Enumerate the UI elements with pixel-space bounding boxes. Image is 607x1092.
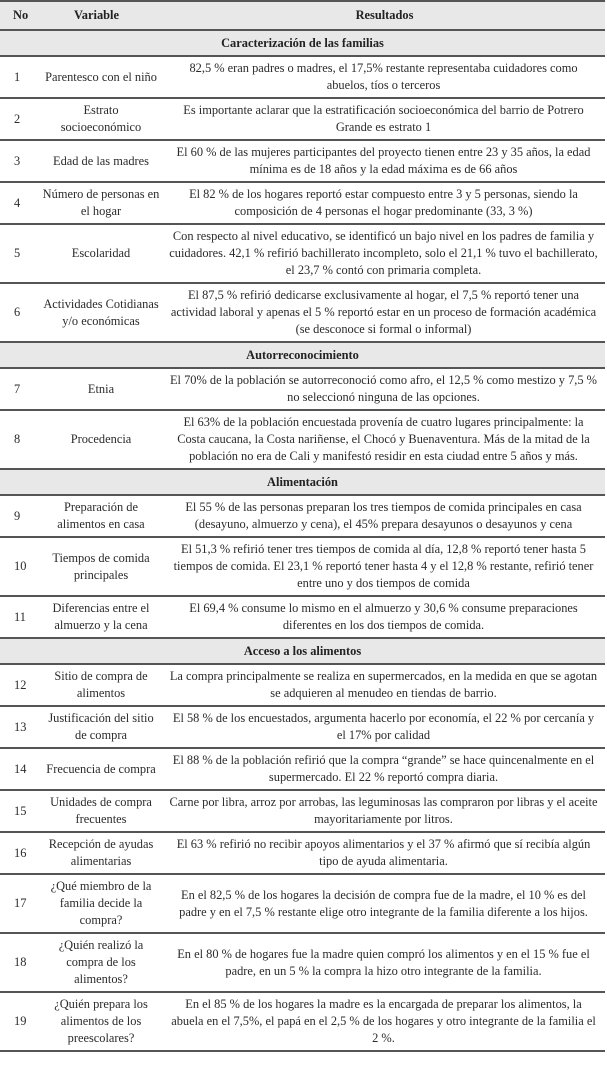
section-title: Autorreconocimiento (0, 342, 605, 368)
row-number: 2 (0, 98, 38, 140)
table-row (0, 706, 605, 748)
table-row (0, 933, 605, 992)
row-result: 82,5 % eran padres o madres, el 17,5% restante representaba cuidadores como abuelos, tíos o terceros (164, 56, 605, 98)
row-variable: Número de personas en el hogar (38, 182, 164, 224)
table-row (0, 992, 605, 1051)
row-number: 18 (0, 933, 38, 992)
table-row (0, 283, 605, 342)
header-no: No (0, 1, 38, 30)
row-number: 8 (0, 410, 38, 469)
row-number: 17 (0, 874, 38, 933)
header-results: Resultados (164, 1, 605, 30)
row-result: El 51,3 % refirió tener tres tiempos de comida al día, 12,8 % reportó tener hasta 5 tiempos de comida. El 23,1 % reportó tener hasta 4 y el 12,8 % restante, refirió tener entre uno y dos tiempos de comida (164, 537, 605, 596)
table-row (0, 56, 605, 98)
table-row (0, 790, 605, 832)
row-variable: Escolaridad (38, 224, 164, 283)
row-variable: Etnia (38, 368, 164, 410)
row-result: El 88 % de la población refirió que la compra “grande” se hace quincenalmente en el supermercado. El 22 % reportó compra diaria. (164, 748, 605, 790)
row-number: 19 (0, 992, 38, 1051)
row-variable: Tiempos de comida principales (38, 537, 164, 596)
row-variable: Recepción de ayudas alimentarias (38, 832, 164, 874)
row-variable: ¿Qué miembro de la familia decide la compra? (38, 874, 164, 933)
row-result: En el 80 % de hogares fue la madre quien compró los alimentos y en el 15 % fue el padre, en un 5 % la compra la hizo otro integrante de la familia. (164, 933, 605, 992)
section-header-row (0, 469, 605, 495)
row-variable: Unidades de compra frecuentes (38, 790, 164, 832)
table-row (0, 98, 605, 140)
table-row (0, 410, 605, 469)
row-variable: ¿Quién prepara los alimentos de los preescolares? (38, 992, 164, 1051)
row-number: 15 (0, 790, 38, 832)
row-number: 4 (0, 182, 38, 224)
row-variable: Procedencia (38, 410, 164, 469)
row-variable: Parentesco con el niño (38, 56, 164, 98)
row-variable: Frecuencia de compra (38, 748, 164, 790)
section-title: Acceso a los alimentos (0, 638, 605, 664)
row-number: 13 (0, 706, 38, 748)
row-number: 14 (0, 748, 38, 790)
table-row (0, 537, 605, 596)
table-row (0, 748, 605, 790)
row-result: El 69,4 % consume lo mismo en el almuerzo y 30,6 % consume preparaciones diferentes en los dos tiempos de comida. (164, 596, 605, 638)
table-row (0, 368, 605, 410)
row-number: 16 (0, 832, 38, 874)
row-number: 7 (0, 368, 38, 410)
row-result: En el 82,5 % de los hogares la decisión de compra fue de la madre, el 10 % es del padre y en el 7,5 % restante elige otro integrante de la familia diferente a los hijos. (164, 874, 605, 933)
row-result: Carne por libra, arroz por arrobas, las leguminosas las compraron por libras y el aceite mayoritariamente por litros. (164, 790, 605, 832)
row-number: 6 (0, 283, 38, 342)
table-row (0, 874, 605, 933)
row-result: El 55 % de las personas preparan los tres tiempos de comida principales en casa (desayuno, almuerzo y cena), el 45% prepara desayunos o desayunos y cena (164, 495, 605, 537)
row-variable: Justificación del sitio de compra (38, 706, 164, 748)
row-number: 3 (0, 140, 38, 182)
row-number: 1 (0, 56, 38, 98)
table-body (0, 30, 605, 1051)
row-result: El 82 % de los hogares reportó estar compuesto entre 3 y 5 personas, siendo la composición de 4 personas el hogar predominante (33, 3 %) (164, 182, 605, 224)
row-result: La compra principalmente se realiza en supermercados, en la medida en que se agotan se adquieren al menudeo en tiendas de barrio. (164, 664, 605, 706)
row-number: 10 (0, 537, 38, 596)
header-variable: Variable (38, 1, 164, 30)
row-result: El 58 % de los encuestados, argumenta hacerlo por economía, el 22 % por cercanía y el 17% por calidad (164, 706, 605, 748)
table-row (0, 832, 605, 874)
row-number: 9 (0, 495, 38, 537)
row-result: Es importante aclarar que la estratificación socioeconómica del barrio de Potrero Grande es estrato 1 (164, 98, 605, 140)
row-variable: Diferencias entre el almuerzo y la cena (38, 596, 164, 638)
row-variable: Preparación de alimentos en casa (38, 495, 164, 537)
section-header-row (0, 30, 605, 56)
row-result: El 63% de la población encuestada provenía de cuatro lugares principalmente: la Costa caucana, la Costa nariñense, el Chocó y Buenaventura. Más de la mitad de la población no era de Cali y manifestó residir en esta ciudad entre 5 años y más. (164, 410, 605, 469)
row-variable: ¿Quién realizó la compra de los alimentos? (38, 933, 164, 992)
section-title: Alimentación (0, 469, 605, 495)
row-variable: Actividades Cotidianas y/o económicas (38, 283, 164, 342)
table-header (0, 1, 605, 30)
row-variable: Edad de las madres (38, 140, 164, 182)
section-header-row (0, 342, 605, 368)
row-variable: Estrato socioeconómico (38, 98, 164, 140)
row-number: 12 (0, 664, 38, 706)
row-result: El 60 % de las mujeres participantes del proyecto tienen entre 23 y 35 años, la edad mínima es de 18 años y la edad máxima es de 66 años (164, 140, 605, 182)
row-number: 5 (0, 224, 38, 283)
table-row (0, 182, 605, 224)
row-result: El 87,5 % refirió dedicarse exclusivamente al hogar, el 7,5 % reportó tener una actividad laboral y apenas el 5 % reportó estar en un proceso de formación académica (se desconoce si formal o informal) (164, 283, 605, 342)
row-result: El 70% de la población se autorreconoció como afro, el 12,5 % como mestizo y 7,5 % no seleccionó ninguna de las opciones. (164, 368, 605, 410)
row-result: En el 85 % de los hogares la madre es la encargada de preparar los alimentos, la abuela en el 7,5%, el papá en el 2,5 % de los hogares y otro integrante de la familia el 2 %. (164, 992, 605, 1051)
row-variable: Sitio de compra de alimentos (38, 664, 164, 706)
row-result: Con respecto al nivel educativo, se identificó un bajo nivel en los padres de familia y cuidadores. 42,1 % refirió bachillerato incompleto, solo el 21,1 % tuvo el bachillerato, el 23,7 % contó con primaria completa. (164, 224, 605, 283)
section-title: Caracterización de las familias (0, 30, 605, 56)
row-result: El 63 % refirió no recibir apoyos alimentarios y el 37 % afirmó que sí recibía algún tipo de ayuda alimentaria. (164, 832, 605, 874)
section-header-row (0, 638, 605, 664)
table-row (0, 224, 605, 283)
table-row (0, 596, 605, 638)
table-row (0, 495, 605, 537)
table-row (0, 140, 605, 182)
table-row (0, 664, 605, 706)
row-number: 11 (0, 596, 38, 638)
